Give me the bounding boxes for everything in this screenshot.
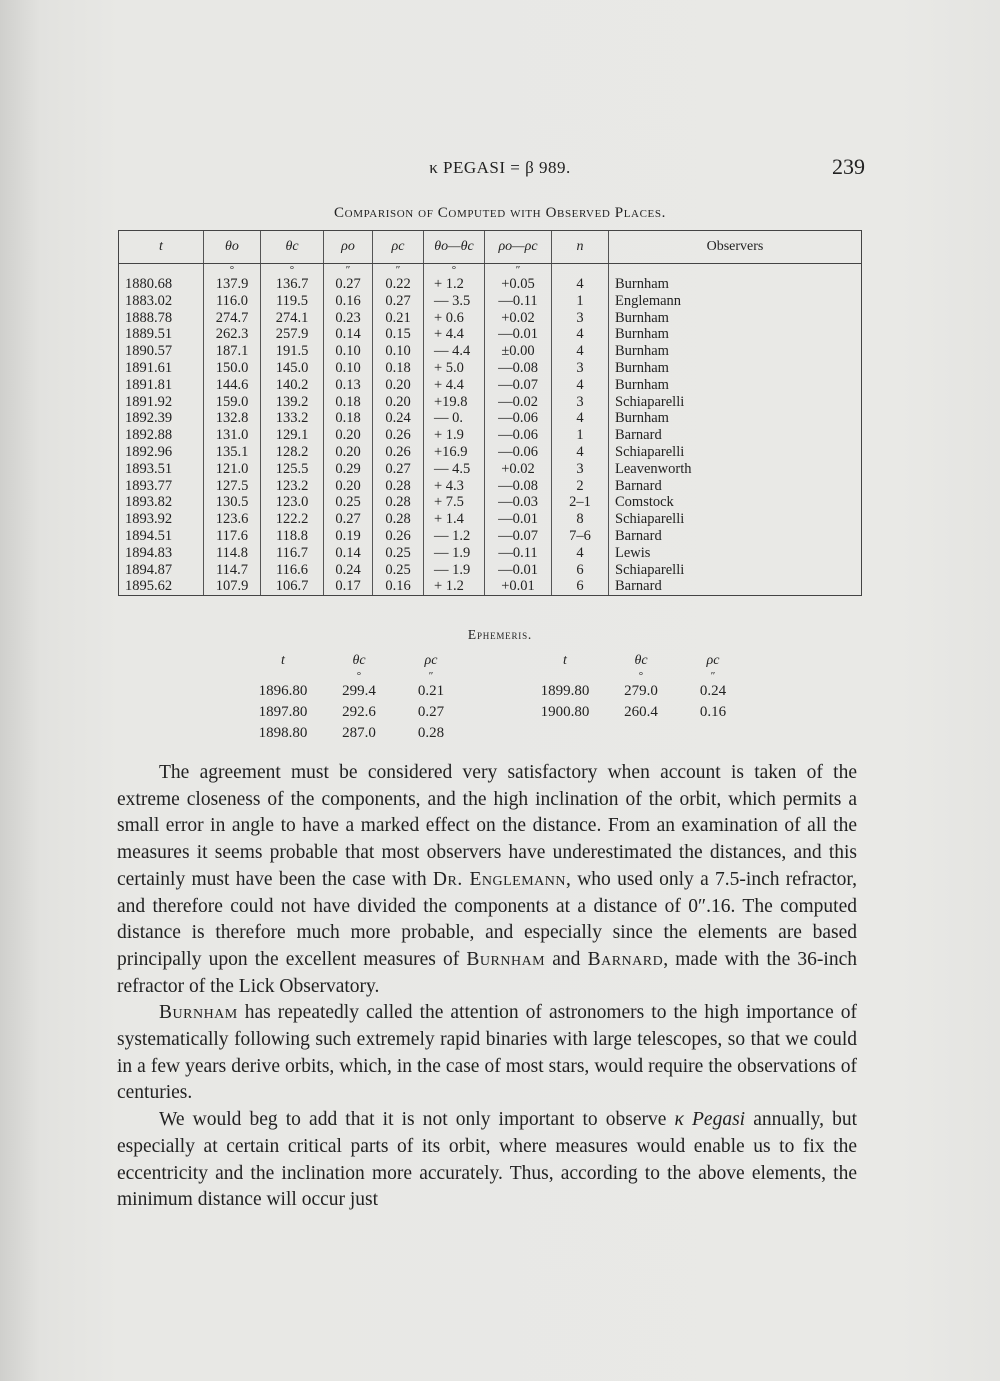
cell-theta-c: 125.5 <box>261 461 324 478</box>
cell-theta-diff: — 4.5 <box>424 461 485 478</box>
cell-theta-diff: + 4.4 <box>424 377 485 394</box>
cell-observer: Schiaparelli <box>609 444 862 461</box>
cell-rho-diff: —0.06 <box>485 427 552 444</box>
cell-rho-diff: —0.06 <box>485 410 552 427</box>
table-row <box>119 528 862 545</box>
table-row <box>119 343 862 360</box>
table-row <box>119 410 862 427</box>
cell-theta-o: 131.0 <box>204 427 261 444</box>
table-row <box>119 461 862 478</box>
cell-t: 1890.57 <box>119 343 204 360</box>
table-row <box>119 511 862 528</box>
cell-theta-o: 114.7 <box>204 562 261 579</box>
col-header-t: t <box>119 231 204 264</box>
text-run: has repeatedly called the attention of astronomers to the high importance of systematically following such extremely rapid binaries with large telescopes, so that we could in a few years derive orbits, which, in the case of most stars, would require the observations of centuries. <box>117 1002 857 1104</box>
cell-theta-o: 123.6 <box>204 511 261 528</box>
cell-t: 1891.92 <box>119 394 204 411</box>
table-row <box>119 394 862 411</box>
body-text <box>117 760 857 1214</box>
comparison-table <box>118 230 862 596</box>
eph-cell-theta: 292.6 <box>342 704 376 720</box>
table-row <box>119 562 862 579</box>
col-header-rho-o: ρo <box>324 231 373 264</box>
cell-rho-c: 0.21 <box>373 310 424 327</box>
cell-rho-c: 0.26 <box>373 444 424 461</box>
table-row <box>119 545 862 562</box>
cell-n: 4 <box>552 326 609 343</box>
cell-theta-o: 262.3 <box>204 326 261 343</box>
cell-t: 1893.82 <box>119 494 204 511</box>
cell-theta-diff: — 0. <box>424 410 485 427</box>
cell-t: 1893.77 <box>119 478 204 495</box>
unit-cell: ″ <box>373 264 424 277</box>
eph-cell-theta: 279.0 <box>624 683 658 699</box>
table-row <box>119 293 862 310</box>
ephemeris-right <box>530 650 744 723</box>
running-title: κ PEGASI = β 989. <box>429 158 571 177</box>
cell-rho-c: 0.22 <box>373 276 424 293</box>
paragraph-3 <box>117 1107 857 1214</box>
cell-n: 4 <box>552 343 609 360</box>
unit-cell: ″ <box>485 264 552 277</box>
eph-cell-rho: 0.21 <box>417 683 445 699</box>
cell-rho-c: 0.16 <box>373 578 424 595</box>
cell-rho-c: 0.26 <box>373 427 424 444</box>
cell-rho-c: 0.26 <box>373 528 424 545</box>
cell-theta-c: 140.2 <box>261 377 324 394</box>
cell-theta-o: 114.8 <box>204 545 261 562</box>
eph-col-theta: θc <box>634 653 648 668</box>
cell-t: 1891.81 <box>119 377 204 394</box>
cell-t: 1892.39 <box>119 410 204 427</box>
eph-cell-t: 1898.80 <box>258 725 308 741</box>
cell-theta-o: 187.1 <box>204 343 261 360</box>
table-row <box>119 360 862 377</box>
cell-n: 4 <box>552 276 609 293</box>
cell-rho-o: 0.24 <box>324 562 373 579</box>
cell-t: 1880.68 <box>119 276 204 293</box>
cell-theta-c: 122.2 <box>261 511 324 528</box>
table-row <box>119 494 862 511</box>
ephemeris-row <box>248 723 462 744</box>
cell-observer: Burnham <box>609 343 862 360</box>
paragraph-2 <box>117 1000 857 1107</box>
col-header-theta-o: θo <box>204 231 261 264</box>
units-row <box>119 264 862 277</box>
cell-t: 1894.87 <box>119 562 204 579</box>
cell-theta-o: 132.8 <box>204 410 261 427</box>
cell-rho-c: 0.10 <box>373 343 424 360</box>
cell-observer: Barnard <box>609 478 862 495</box>
cell-theta-o: 130.5 <box>204 494 261 511</box>
eph-cell-t: 1899.80 <box>540 683 590 699</box>
cell-theta-c: 257.9 <box>261 326 324 343</box>
cell-theta-diff: + 1.4 <box>424 511 485 528</box>
name-burnham: Burnham <box>466 948 546 970</box>
unit-cell <box>552 264 609 277</box>
cell-theta-diff: — 1.9 <box>424 545 485 562</box>
cell-theta-diff: + 1.9 <box>424 427 485 444</box>
table-row <box>119 310 862 327</box>
col-header-rho-diff: ρo—ρc <box>485 231 552 264</box>
cell-theta-c: 129.1 <box>261 427 324 444</box>
ephemeris-header-row <box>530 650 744 671</box>
cell-theta-diff: +19.8 <box>424 394 485 411</box>
cell-observer: Comstock <box>609 494 862 511</box>
eph-cell-rho: 0.16 <box>699 704 727 720</box>
eph-col-t: t <box>281 653 285 668</box>
cell-t: 1894.83 <box>119 545 204 562</box>
eph-cell-rho: 0.24 <box>699 683 727 699</box>
cell-theta-c: 139.2 <box>261 394 324 411</box>
cell-theta-c: 145.0 <box>261 360 324 377</box>
text-run: We would beg to add that it is not only important to observe <box>159 1109 675 1131</box>
name-barnard: Barnard <box>587 948 664 970</box>
cell-n: 1 <box>552 427 609 444</box>
cell-rho-diff: —0.03 <box>485 494 552 511</box>
cell-rho-o: 0.18 <box>324 410 373 427</box>
cell-rho-o: 0.18 <box>324 394 373 411</box>
cell-n: 3 <box>552 360 609 377</box>
cell-t: 1892.96 <box>119 444 204 461</box>
cell-observer: Burnham <box>609 326 862 343</box>
cell-theta-c: 106.7 <box>261 578 324 595</box>
cell-theta-o: 107.9 <box>204 578 261 595</box>
table-body <box>119 264 862 596</box>
cell-rho-c: 0.24 <box>373 410 424 427</box>
cell-rho-diff: —0.08 <box>485 360 552 377</box>
unit-cell <box>119 264 204 277</box>
eph-cell-t: 1897.80 <box>258 704 308 720</box>
cell-observer: Burnham <box>609 377 862 394</box>
cell-observer: Barnard <box>609 528 862 545</box>
cell-observer: Schiaparelli <box>609 511 862 528</box>
cell-n: 1 <box>552 293 609 310</box>
cell-theta-diff: — 1.9 <box>424 562 485 579</box>
cell-rho-o: 0.20 <box>324 427 373 444</box>
cell-rho-c: 0.25 <box>373 545 424 562</box>
unit-cell: ″ <box>324 264 373 277</box>
cell-theta-o: 116.0 <box>204 293 261 310</box>
ephemeris-header-row <box>248 650 462 671</box>
text-run: The agreement must be considered very satisfactory when account is taken of the extreme closeness of the components, and the high inclination of the orbit, which permits a small error in angle to have a marked effect on the distance. From an examination of all the measures it seems probable that most observers have underestimated the distances, and this certainly must have been the case with <box>117 762 857 890</box>
cell-t: 1883.02 <box>119 293 204 310</box>
cell-n: 6 <box>552 578 609 595</box>
cell-observer: Leavenworth <box>609 461 862 478</box>
cell-theta-o: 117.6 <box>204 528 261 545</box>
cell-rho-diff: —0.07 <box>485 528 552 545</box>
cell-theta-diff: + 4.4 <box>424 326 485 343</box>
col-header-n: n <box>552 231 609 264</box>
cell-rho-o: 0.20 <box>324 444 373 461</box>
table-row <box>119 478 862 495</box>
cell-n: 3 <box>552 310 609 327</box>
cell-rho-diff: +0.05 <box>485 276 552 293</box>
cell-theta-c: 133.2 <box>261 410 324 427</box>
ephemeris-units-row <box>248 671 462 681</box>
cell-observer: Burnham <box>609 276 862 293</box>
cell-n: 6 <box>552 562 609 579</box>
col-header-rho-c: ρc <box>373 231 424 264</box>
text-run: , who used only a 7.5-inch refractor, and therefore could not have divided the components at a distance of 0″.16. The computed distance is therefore much more probable, and especially since the elements are based principally upon the excellent measures of <box>117 868 857 970</box>
name-englemann: Dr. Englemann <box>432 868 567 890</box>
cell-rho-diff: —0.08 <box>485 478 552 495</box>
eph-unit: ° <box>638 670 644 682</box>
table-row <box>119 578 862 595</box>
cell-rho-diff: —0.06 <box>485 444 552 461</box>
cell-theta-c: 123.2 <box>261 478 324 495</box>
col-header-observers: Observers <box>609 231 862 264</box>
eph-cell-t: 1896.80 <box>258 683 308 699</box>
cell-rho-o: 0.23 <box>324 310 373 327</box>
cell-rho-diff: —0.07 <box>485 377 552 394</box>
cell-t: 1893.51 <box>119 461 204 478</box>
cell-t: 1895.62 <box>119 578 204 595</box>
eph-col-t: t <box>563 653 567 668</box>
cell-rho-o: 0.19 <box>324 528 373 545</box>
eph-cell-theta: 299.4 <box>342 683 376 699</box>
cell-rho-c: 0.25 <box>373 562 424 579</box>
table-row <box>119 427 862 444</box>
cell-rho-o: 0.10 <box>324 360 373 377</box>
cell-n: 8 <box>552 511 609 528</box>
unit-cell: ° <box>261 264 324 277</box>
cell-rho-diff: —0.01 <box>485 562 552 579</box>
cell-rho-c: 0.28 <box>373 511 424 528</box>
cell-theta-diff: — 4.4 <box>424 343 485 360</box>
eph-unit: ″ <box>710 670 716 682</box>
table-row <box>119 326 862 343</box>
eph-unit <box>248 671 318 681</box>
cell-theta-o: 121.0 <box>204 461 261 478</box>
cell-theta-c: 274.1 <box>261 310 324 327</box>
cell-observer: Schiaparelli <box>609 562 862 579</box>
ephemeris-units-row <box>530 671 744 681</box>
eph-col-rho: ρc <box>424 653 438 668</box>
cell-theta-o: 274.7 <box>204 310 261 327</box>
eph-cell-rho: 0.27 <box>417 704 445 720</box>
eph-cell-theta: 260.4 <box>624 704 658 720</box>
table-header-row <box>119 231 862 264</box>
cell-theta-c: 119.5 <box>261 293 324 310</box>
cell-observer: Burnham <box>609 310 862 327</box>
cell-t: 1893.92 <box>119 511 204 528</box>
cell-rho-diff: —0.02 <box>485 394 552 411</box>
cell-rho-c: 0.20 <box>373 377 424 394</box>
cell-t: 1891.61 <box>119 360 204 377</box>
cell-rho-o: 0.27 <box>324 276 373 293</box>
text-run: and <box>545 948 588 970</box>
cell-t: 1889.51 <box>119 326 204 343</box>
cell-observer: Barnard <box>609 427 862 444</box>
cell-theta-diff: + 4.3 <box>424 478 485 495</box>
cell-rho-diff: —0.01 <box>485 511 552 528</box>
cell-rho-diff: —0.11 <box>485 293 552 310</box>
cell-rho-diff: +0.02 <box>485 310 552 327</box>
ephemeris-row <box>248 702 462 723</box>
cell-theta-diff: + 0.6 <box>424 310 485 327</box>
cell-rho-c: 0.28 <box>373 494 424 511</box>
cell-rho-o: 0.27 <box>324 511 373 528</box>
cell-theta-o: 159.0 <box>204 394 261 411</box>
cell-rho-c: 0.20 <box>373 394 424 411</box>
cell-observer: Lewis <box>609 545 862 562</box>
cell-n: 2–1 <box>552 494 609 511</box>
cell-rho-o: 0.29 <box>324 461 373 478</box>
ephemeris-row <box>530 702 744 723</box>
cell-rho-o: 0.10 <box>324 343 373 360</box>
cell-observer: Burnham <box>609 410 862 427</box>
cell-n: 3 <box>552 394 609 411</box>
cell-theta-c: 118.8 <box>261 528 324 545</box>
cell-rho-c: 0.27 <box>373 461 424 478</box>
cell-theta-c: 136.7 <box>261 276 324 293</box>
eph-col-rho: ρc <box>706 653 720 668</box>
table-caption: Comparison of Computed with Observed Places. <box>334 205 666 221</box>
cell-observer: Barnard <box>609 578 862 595</box>
unit-cell <box>609 264 862 277</box>
cell-theta-diff: + 7.5 <box>424 494 485 511</box>
cell-theta-diff: + 1.2 <box>424 578 485 595</box>
col-header-theta-diff: θo—θc <box>424 231 485 264</box>
name-burnham: Burnham <box>159 1002 238 1024</box>
cell-theta-o: 144.6 <box>204 377 261 394</box>
cell-rho-o: 0.25 <box>324 494 373 511</box>
cell-rho-diff: ±0.00 <box>485 343 552 360</box>
cell-t: 1892.88 <box>119 427 204 444</box>
table-row <box>119 377 862 394</box>
cell-theta-c: 191.5 <box>261 343 324 360</box>
cell-observer: Burnham <box>609 360 862 377</box>
text-run: , made with the 36-inch refractor of the Lick Observatory. <box>117 948 857 997</box>
cell-n: 4 <box>552 545 609 562</box>
cell-t: 1894.51 <box>119 528 204 545</box>
cell-rho-c: 0.15 <box>373 326 424 343</box>
eph-cell-t: 1900.80 <box>540 704 590 720</box>
cell-n: 2 <box>552 478 609 495</box>
cell-theta-c: 116.7 <box>261 545 324 562</box>
cell-n: 4 <box>552 377 609 394</box>
cell-n: 4 <box>552 410 609 427</box>
cell-rho-o: 0.16 <box>324 293 373 310</box>
cell-rho-o: 0.20 <box>324 478 373 495</box>
eph-col-theta: θc <box>352 653 366 668</box>
cell-rho-diff: +0.01 <box>485 578 552 595</box>
cell-theta-diff: + 5.0 <box>424 360 485 377</box>
cell-n: 7–6 <box>552 528 609 545</box>
cell-rho-o: 0.14 <box>324 545 373 562</box>
cell-theta-c: 128.2 <box>261 444 324 461</box>
unit-cell: ° <box>204 264 261 277</box>
table-row <box>119 276 862 293</box>
unit-cell: ° <box>424 264 485 277</box>
cell-theta-o: 137.9 <box>204 276 261 293</box>
cell-observer: Englemann <box>609 293 862 310</box>
cell-rho-c: 0.18 <box>373 360 424 377</box>
cell-theta-diff: — 3.5 <box>424 293 485 310</box>
paragraph-1 <box>117 760 857 1000</box>
cell-rho-c: 0.28 <box>373 478 424 495</box>
col-header-theta-c: θc <box>261 231 324 264</box>
page-number: 239 <box>832 154 865 179</box>
cell-rho-o: 0.14 <box>324 326 373 343</box>
eph-unit: ° <box>356 670 362 682</box>
cell-theta-o: 135.1 <box>204 444 261 461</box>
cell-n: 3 <box>552 461 609 478</box>
cell-theta-c: 116.6 <box>261 562 324 579</box>
ephemeris-left <box>248 650 462 744</box>
cell-rho-c: 0.27 <box>373 293 424 310</box>
cell-rho-diff: —0.11 <box>485 545 552 562</box>
ephemeris-caption: Ephemeris. <box>467 627 533 642</box>
cell-theta-diff: — 1.2 <box>424 528 485 545</box>
cell-theta-diff: +16.9 <box>424 444 485 461</box>
cell-t: 1888.78 <box>119 310 204 327</box>
running-head <box>0 154 1000 182</box>
ephemeris-row <box>248 681 462 702</box>
table-row <box>119 444 862 461</box>
eph-unit: ″ <box>428 670 434 682</box>
eph-cell-rho: 0.28 <box>417 725 445 741</box>
cell-n: 4 <box>552 444 609 461</box>
eph-unit <box>530 671 600 681</box>
cell-theta-o: 127.5 <box>204 478 261 495</box>
text-run: annually, but especially at certain critical parts of its orbit, where measures would enable us to fix the eccentricity and the inclination more accurately. Thus, according to the above elements, the minimum distance will occur just <box>117 1109 858 1211</box>
cell-theta-diff: + 1.2 <box>424 276 485 293</box>
cell-rho-diff: +0.02 <box>485 461 552 478</box>
cell-rho-o: 0.17 <box>324 578 373 595</box>
cell-rho-diff: —0.01 <box>485 326 552 343</box>
ephemeris-row <box>530 681 744 702</box>
cell-rho-o: 0.13 <box>324 377 373 394</box>
cell-observer: Schiaparelli <box>609 394 862 411</box>
star-name: κ Pegasi <box>674 1109 746 1131</box>
cell-theta-o: 150.0 <box>204 360 261 377</box>
eph-cell-theta: 287.0 <box>342 725 376 741</box>
cell-theta-c: 123.0 <box>261 494 324 511</box>
